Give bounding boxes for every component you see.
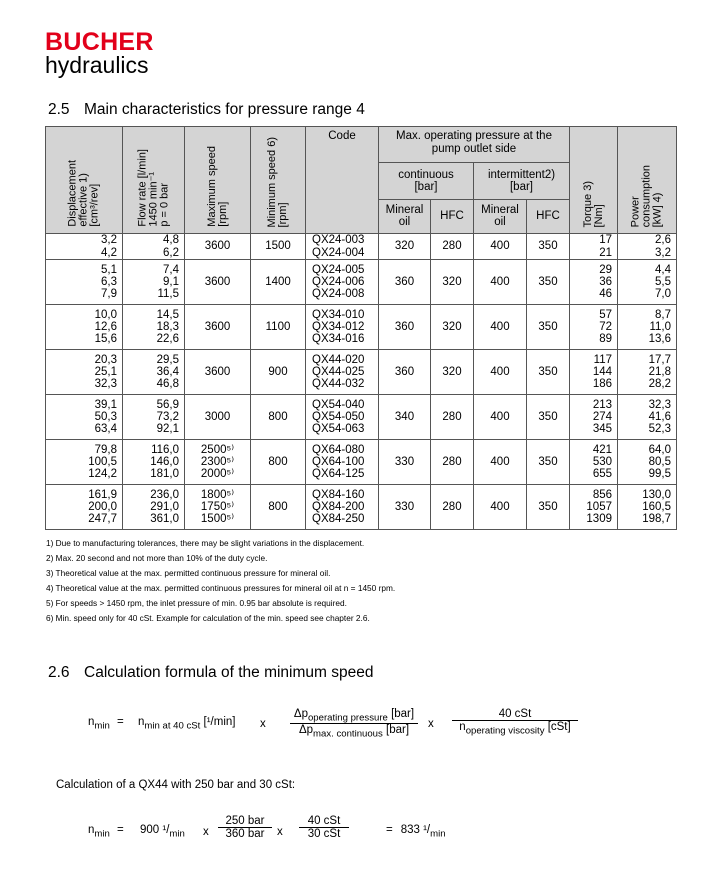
cell-int-hfc: 350 xyxy=(527,260,570,305)
cell-displacement: 20,3 25,1 32,3 xyxy=(46,350,123,395)
cell-int-mineral-oil: 400 xyxy=(474,350,527,395)
cell-power: 17,7 21,8 28,2 xyxy=(618,350,677,395)
cell-max-speed: 2500⁵⁾ 2300⁵⁾ 2000⁵⁾ xyxy=(185,440,251,485)
cell-flow-rate: 116,0 146,0 181,0 xyxy=(123,440,185,485)
header-int-hfc: HFC xyxy=(527,199,570,233)
header-max-pressure: Max. operating pressure at the pump outlet side xyxy=(379,127,570,163)
cell-max-speed: 3600 xyxy=(185,350,251,395)
cell-cont-hfc: 280 xyxy=(431,440,474,485)
example-caption: Calculation of a QX44 with 250 bar and 30 cSt: xyxy=(56,779,296,791)
example-lhs: $n_{min}$ = xyxy=(88,824,124,840)
example-value: 900 $^1/_{min}$ xyxy=(140,824,185,840)
header-min-speed: Minimum speed 6) [rpm] xyxy=(251,127,306,234)
cell-int-mineral-oil: 400 xyxy=(474,440,527,485)
cell-cont-mineral-oil: 330 xyxy=(379,485,431,530)
table-row xyxy=(46,440,677,485)
cell-torque: 213 274 345 xyxy=(570,395,618,440)
cell-cont-mineral-oil: 360 xyxy=(379,260,431,305)
cell-displacement: 3,2 4,2 xyxy=(46,234,123,260)
cell-displacement: 5,1 6,3 7,9 xyxy=(46,260,123,305)
cell-flow-rate: 29,5 36,4 46,8 xyxy=(123,350,185,395)
cell-code: QX24-005 QX24-006 QX24-008 xyxy=(306,260,379,305)
header-cont-mineral-oil: Mineral oil xyxy=(379,199,431,233)
cell-flow-rate: 4,8 6,2 xyxy=(123,234,185,260)
cell-power: 130,0 160,5 198,7 xyxy=(618,485,677,530)
bucher-logo xyxy=(45,30,154,77)
header-intermittent: intermittent2) [bar] xyxy=(474,163,570,199)
cell-int-mineral-oil: 400 xyxy=(474,395,527,440)
cell-cont-hfc: 280 xyxy=(431,485,474,530)
cell-int-hfc: 350 xyxy=(527,305,570,350)
table-row xyxy=(46,260,677,305)
section-2-5-heading xyxy=(48,101,365,119)
cell-flow-rate: 7,4 9,1 11,5 xyxy=(123,260,185,305)
cell-torque: 421 530 655 xyxy=(570,440,618,485)
cell-cont-mineral-oil: 320 xyxy=(379,234,431,260)
cell-min-speed: 1100 xyxy=(251,305,306,350)
footnote: 6) Min. speed only for 40 cSt. Example for calculation of the min. speed see chapter 2.6. xyxy=(46,613,370,623)
cell-torque: 856 1057 1309 xyxy=(570,485,618,530)
cell-int-mineral-oil: 400 xyxy=(474,260,527,305)
header-torque: Torque 3) [Nm] xyxy=(570,127,618,234)
cell-int-hfc: 350 xyxy=(527,440,570,485)
example-fraction-2: 40 cSt 30 cSt xyxy=(299,815,349,840)
cell-code: QX24-003 QX24-004 xyxy=(306,234,379,260)
cell-int-mineral-oil: 400 xyxy=(474,485,527,530)
cell-cont-hfc: 320 xyxy=(431,260,474,305)
cell-min-speed: 800 xyxy=(251,395,306,440)
cell-int-hfc: 350 xyxy=(527,395,570,440)
cell-torque: 17 21 xyxy=(570,234,618,260)
cell-code: QX44-020 QX44-025 QX44-032 xyxy=(306,350,379,395)
table-row xyxy=(46,234,677,260)
section-number: 2.6 xyxy=(48,664,70,681)
cell-displacement: 79,8 100,5 124,2 xyxy=(46,440,123,485)
table-row xyxy=(46,395,677,440)
cell-power: 2,6 3,2 xyxy=(618,234,677,260)
section-title: Main characteristics for pressure range 4 xyxy=(84,101,365,118)
cell-code: QX34-010 QX34-012 QX34-016 xyxy=(306,305,379,350)
header-continuous: continuous [bar] xyxy=(379,163,474,199)
footnotes xyxy=(46,536,395,626)
cell-int-mineral-oil: 400 xyxy=(474,234,527,260)
cell-int-hfc: 350 xyxy=(527,350,570,395)
formula-lhs: $n_{min}$ = xyxy=(88,716,124,732)
section-number: 2.5 xyxy=(48,101,70,118)
cell-min-speed: 800 xyxy=(251,485,306,530)
section-2-6-heading xyxy=(48,664,373,682)
cell-displacement: 39,1 50,3 63,4 xyxy=(46,395,123,440)
cell-displacement: 161,9 200,0 247,7 xyxy=(46,485,123,530)
cell-min-speed: 1400 xyxy=(251,260,306,305)
section-title: Calculation formula of the minimum speed xyxy=(84,664,374,681)
cell-code: QX64-080 QX64-100 QX64-125 xyxy=(306,440,379,485)
formula-term1: $n_{min at 40 cSt}$ [¹/min] xyxy=(138,716,236,732)
cell-int-hfc: 350 xyxy=(527,485,570,530)
cell-max-speed: 3000 xyxy=(185,395,251,440)
example-times-2: x xyxy=(277,826,283,838)
header-int-mineral-oil: Mineral oil xyxy=(474,199,527,233)
cell-flow-rate: 236,0 291,0 361,0 xyxy=(123,485,185,530)
header-flow-rate: Flow rate [l/min] 1450 min⁻¹ p = 0 bar xyxy=(123,127,185,234)
cell-cont-hfc: 320 xyxy=(431,350,474,395)
example-result: = 833 $^1/_{min}$ xyxy=(386,824,446,840)
cell-torque: 57 72 89 xyxy=(570,305,618,350)
logo-brand-name: BUCHER xyxy=(45,28,154,56)
formula-fraction-1: $\Delta p_{operating pressure}$ [bar] $\Delta p_{max. continuous}$ [bar] xyxy=(290,708,418,740)
cell-cont-hfc: 280 xyxy=(431,395,474,440)
cell-max-speed: 3600 xyxy=(185,234,251,260)
header-power: Power consumption [kW] 4) xyxy=(618,127,677,234)
cell-cont-mineral-oil: 330 xyxy=(379,440,431,485)
table-row xyxy=(46,350,677,395)
cell-min-speed: 900 xyxy=(251,350,306,395)
table-row xyxy=(46,305,677,350)
logo-sub-name: hydraulics xyxy=(45,52,149,78)
footnote: 3) Theoretical value at the max. permitted continuous pressure for mineral oil. xyxy=(46,568,331,578)
cell-int-hfc: 350 xyxy=(527,234,570,260)
cell-min-speed: 800 xyxy=(251,440,306,485)
table-row xyxy=(46,485,677,530)
cell-cont-mineral-oil: 360 xyxy=(379,350,431,395)
cell-min-speed: 1500 xyxy=(251,234,306,260)
cell-cont-hfc: 280 xyxy=(431,234,474,260)
cell-torque: 117 144 186 xyxy=(570,350,618,395)
formula-times-1: x xyxy=(260,718,266,730)
header-max-speed: Maximum speed [rpm] xyxy=(185,127,251,234)
cell-power: 8,7 11,0 13,6 xyxy=(618,305,677,350)
cell-max-speed: 1800⁵⁾ 1750⁵⁾ 1500⁵⁾ xyxy=(185,485,251,530)
cell-flow-rate: 56,9 73,2 92,1 xyxy=(123,395,185,440)
cell-power: 64,0 80,5 99,5 xyxy=(618,440,677,485)
cell-max-speed: 3600 xyxy=(185,260,251,305)
cell-cont-mineral-oil: 360 xyxy=(379,305,431,350)
cell-cont-mineral-oil: 340 xyxy=(379,395,431,440)
characteristics-table xyxy=(45,126,677,530)
cell-int-mineral-oil: 400 xyxy=(474,305,527,350)
cell-power: 4,4 5,5 7,0 xyxy=(618,260,677,305)
cell-flow-rate: 14,5 18,3 22,6 xyxy=(123,305,185,350)
cell-code: QX84-160 QX84-200 QX84-250 xyxy=(306,485,379,530)
footnote: 5) For speeds > 1450 rpm, the inlet pressure of min. 0.95 bar absolute is required. xyxy=(46,598,347,608)
cell-displacement: 10,0 12,6 15,6 xyxy=(46,305,123,350)
cell-torque: 29 36 46 xyxy=(570,260,618,305)
cell-power: 32,3 41,6 52,3 xyxy=(618,395,677,440)
header-displacement: Displacement effective 1) [cm³/rev] xyxy=(46,127,123,234)
footnote: 1) Due to manufacturing tolerances, there may be slight variations in the displacement. xyxy=(46,538,365,548)
cell-cont-hfc: 320 xyxy=(431,305,474,350)
cell-max-speed: 3600 xyxy=(185,305,251,350)
header-cont-hfc: HFC xyxy=(431,199,474,233)
cell-code: QX54-040 QX54-050 QX54-063 xyxy=(306,395,379,440)
formula-times-2: x xyxy=(428,718,434,730)
footnote: 4) Theoretical value at the max. permitted continuous pressures for mineral oil at n = 1450 rpm. xyxy=(46,583,396,593)
example-fraction-1: 250 bar 360 bar xyxy=(218,815,272,840)
formula-fraction-2: 40 cSt $n_{operating viscosity}$ [cSt] xyxy=(452,708,578,736)
footnote: 2) Max. 20 second and not more than 10% of the duty cycle. xyxy=(46,553,268,563)
example-times-1: x xyxy=(203,826,209,838)
header-code: Code xyxy=(306,127,379,234)
